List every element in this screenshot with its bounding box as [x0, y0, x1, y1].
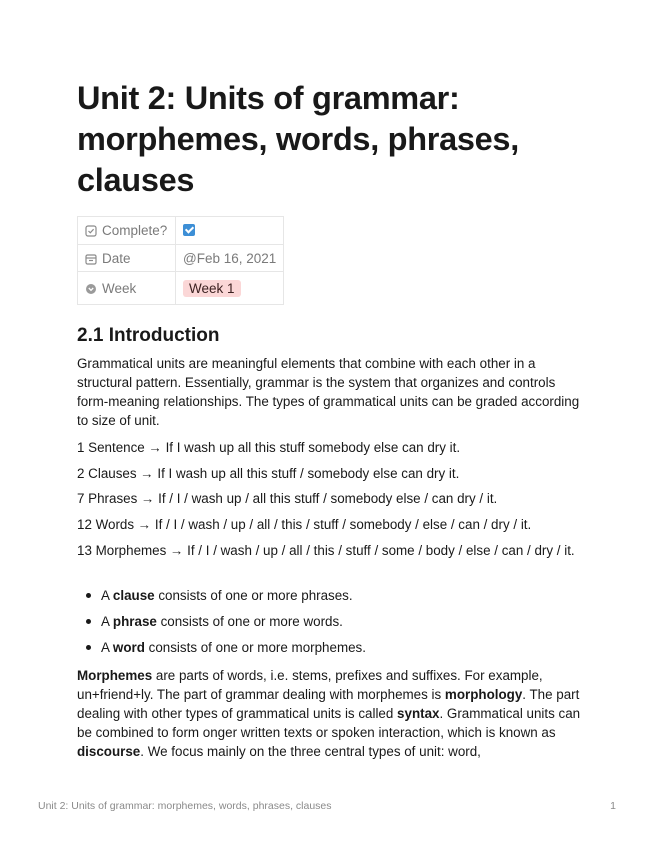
property-value[interactable] [176, 217, 284, 245]
property-row-week [78, 272, 284, 305]
example-clauses: 2 Clauses → If I wash up all this stuff / somebody else can dry it. [77, 466, 460, 481]
property-label: Week [102, 280, 137, 296]
property-key [78, 245, 176, 272]
example-words: 12 Words → If / I / wash / up / all / this / stuff / somebody / else / can / dry / it. [77, 517, 532, 532]
property-row-complete [78, 217, 284, 245]
section-heading: 2.1 Introduction [77, 325, 220, 346]
page-footer [38, 800, 616, 812]
select-icon [85, 283, 97, 295]
week-tag[interactable]: Week 1 [183, 280, 241, 297]
complete-checkbox[interactable] [183, 224, 195, 236]
example-phrases: 7 Phrases → If / I / wash up / all this stuff / somebody else / can dry / it. [77, 491, 498, 506]
list-item: A word consists of one or more morphemes. [77, 638, 582, 664]
property-key [78, 217, 176, 245]
bullet-list [77, 586, 582, 664]
property-label: Date [102, 250, 131, 266]
property-value[interactable]: @Feb 16, 2021 [176, 245, 284, 272]
list-item: A phrase consists of one or more words. [77, 612, 582, 638]
property-label: Complete? [102, 223, 168, 238]
property-value[interactable] [176, 272, 284, 305]
footer-title: Unit 2: Units of grammar: morphemes, words, phrases, clauses [38, 800, 332, 812]
example-sentence: 1 Sentence → If I wash up all this stuff somebody else can dry it. [77, 440, 461, 455]
intro-paragraph: Grammatical units are meaningful elements that combine with each other in a structural pattern. Essentially, grammar is the system that organizes and controls form-meaning relationships. The types of grammatical units can be graded according to size of unit. [77, 356, 580, 428]
properties-table [77, 216, 284, 305]
property-row-date [78, 245, 284, 272]
morphemes-paragraph: Morphemes are parts of words, i.e. stems, prefixes and suffixes. For example, un+friend+ly. The part of grammar dealing with morphemes is morphology. The part dealing with other types of grammatical units is called syntax. Grammatical units can be combined to form onger written texts or spoken interaction, which is known as discourse. We focus mainly on the three central types of unit: word, [77, 668, 581, 759]
example-morphemes: 13 Morphemes → If / I / wash / up / all / this / stuff / some / body / else / can / dry / it. [77, 543, 575, 558]
list-item: A clause consists of one or more phrases. [77, 586, 582, 612]
page-number: 1 [610, 800, 616, 812]
page-title: Unit 2: Units of grammar: morphemes, words, phrases, clauses [77, 80, 519, 198]
checkbox-property-icon [85, 225, 97, 237]
property-key [78, 272, 176, 305]
calendar-icon [85, 253, 97, 265]
